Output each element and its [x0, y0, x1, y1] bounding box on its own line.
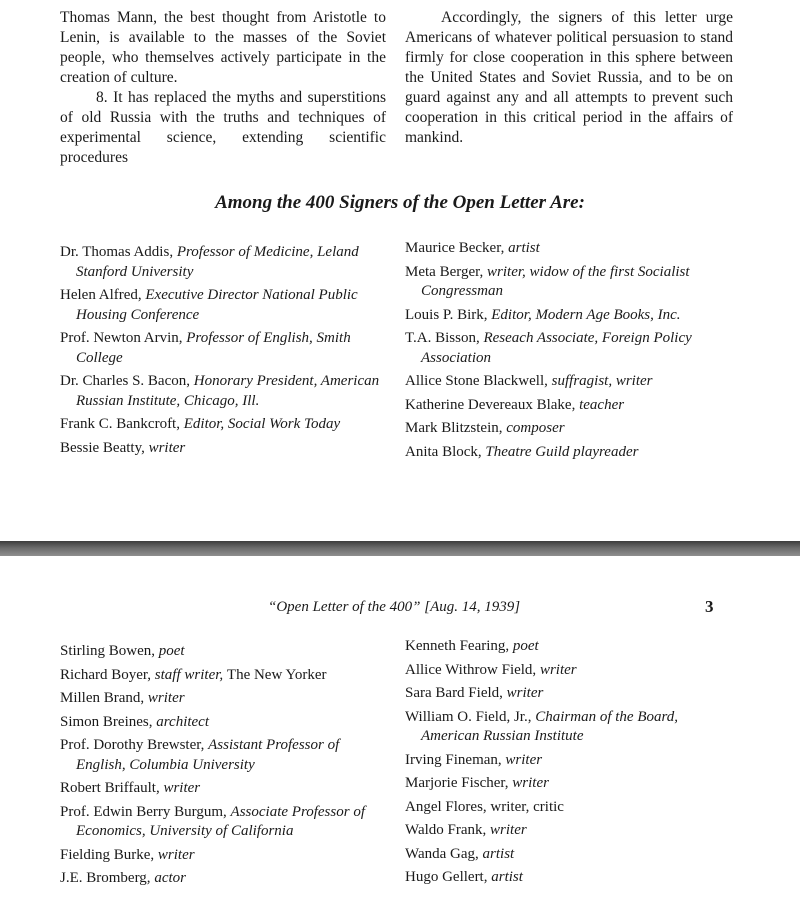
- signer-role: teacher: [579, 396, 625, 413]
- signer-role: staff writer,: [154, 666, 227, 683]
- signers-list-left: [60, 243, 380, 462]
- signer-name: Allice Stone Blackwell,: [405, 373, 552, 389]
- page-number: 3: [705, 597, 714, 616]
- signer-name: Prof. Edwin Berry Burgum,: [60, 803, 231, 820]
- running-head: “Open Letter of the 400” [Aug. 14, 1939]: [268, 599, 521, 615]
- signer-role: Associate Professor of Economics, University of California: [76, 803, 365, 839]
- signer-name: Angel Flores,: [405, 798, 491, 815]
- signer-role: writer: [505, 751, 543, 768]
- signer-role: architect: [156, 713, 210, 730]
- signer-entry: [405, 774, 735, 794]
- signer-entry: [405, 263, 735, 302]
- signer-suffix: The New Yorker: [226, 666, 327, 683]
- signer-name: Fielding Burke,: [60, 846, 158, 863]
- signers-list-right: [405, 239, 735, 466]
- signer-name: Helen Alfred,: [60, 287, 146, 303]
- signer-entry: [405, 329, 735, 368]
- page-divider: [0, 541, 800, 556]
- signer-entry: [405, 821, 735, 841]
- signer-entry: [60, 439, 380, 459]
- signer-name: Irving Fineman,: [405, 751, 506, 768]
- signer-name: Allice Withrow Field,: [405, 661, 540, 678]
- signer-role: artist: [482, 845, 515, 862]
- signer-name: Richard Boyer,: [60, 666, 155, 683]
- signer-name: Meta Berger,: [405, 263, 488, 280]
- signer-entry: [60, 736, 390, 775]
- signer-entry: [405, 637, 735, 657]
- signer-entry: [405, 372, 735, 392]
- signer-role: writer: [147, 690, 185, 706]
- signer-name: Prof. Newton Arvin,: [60, 330, 187, 346]
- signer-name: Hugo Gellert,: [405, 869, 492, 885]
- signer-name: Stirling Bowen,: [60, 643, 159, 659]
- signer-role: Chairman of the Board, American Russian Institute: [421, 708, 679, 744]
- signer-entry: [60, 243, 380, 282]
- signer-name: Katherine Devereaux Blake,: [405, 396, 580, 413]
- signer-role: Theatre Guild playreader: [485, 443, 639, 460]
- signer-entry: [405, 684, 735, 704]
- signer-role: Executive Director National Public Housing Conference: [76, 287, 358, 323]
- signer-entry: [60, 415, 380, 435]
- signers-heading: Among the 400 Signers of the Open Letter Are:: [215, 192, 585, 213]
- signer-entry: [60, 286, 380, 325]
- signer-entry: [405, 443, 735, 463]
- signer-name: Dr. Charles S. Bacon,: [60, 373, 194, 389]
- signer-entry: [60, 779, 390, 799]
- signer-suffix: writer, critic: [490, 798, 564, 815]
- signer-name: Dr. Thomas Addis,: [60, 244, 177, 260]
- signer-role: Editor, Social Work Today: [183, 416, 341, 432]
- right-text-column: [405, 8, 733, 148]
- signer-name: T.A. Bisson,: [405, 330, 484, 346]
- signer-role: Professor of Medicine, Leland Stanford University: [76, 244, 359, 280]
- signer-name: Kenneth Fearing,: [405, 638, 513, 654]
- signer-name: Prof. Dorothy Brewster,: [60, 737, 209, 753]
- signer-entry: [405, 396, 735, 416]
- signer-name: Millen Brand,: [60, 690, 148, 706]
- signer-role: composer: [506, 420, 565, 436]
- signer-entry: [405, 239, 735, 259]
- signer-name: Frank C. Bankcroft,: [60, 416, 184, 432]
- signer-role: writer: [157, 846, 195, 863]
- signer-name: William O. Field, Jr.,: [405, 708, 536, 725]
- paragraph-accordingly: Accordingly, the signers of this letter urge Americans of whatever political persuasion to stand firmly for close cooperation in this sphere between the United States and Soviet Russia, and to be on guard against any and all attempts to prevent such cooperation in this critical period in the affairs of mankind.: [405, 9, 733, 146]
- signer-role: writer, widow of the first Socialist Congressman: [421, 263, 690, 299]
- signer-role: writer: [490, 822, 527, 838]
- signer-entry: [60, 666, 390, 686]
- signer-role: suffragist, writer: [551, 373, 653, 389]
- signer-entry: [405, 798, 735, 818]
- signer-name: Waldo Frank,: [405, 822, 491, 838]
- signer-role: Editor, Modern Age Books, Inc.: [491, 306, 681, 323]
- signer-entry: [405, 868, 735, 888]
- signer-role: artist: [508, 240, 540, 256]
- left-text-column: [60, 8, 386, 168]
- signer-entry: [60, 689, 390, 709]
- signer-role: artist: [491, 869, 523, 885]
- signer-entry: [60, 803, 390, 842]
- signer-name: Marjorie Fischer,: [405, 775, 513, 791]
- signer-role: actor: [154, 870, 186, 886]
- signer-name: Mark Blitzstein,: [405, 420, 507, 436]
- signers-list-right-page3: [405, 637, 735, 892]
- signer-role: Professor of English, Smith College: [76, 330, 351, 366]
- signer-entry: [405, 845, 735, 865]
- signer-entry: [405, 306, 735, 326]
- signer-entry: [405, 661, 735, 681]
- signer-name: Bessie Beatty,: [60, 439, 149, 456]
- signer-name: Sara Bard Field,: [405, 685, 507, 701]
- signer-entry: [60, 329, 380, 368]
- paragraph-8: 8. It has replaced the myths and superstitions of old Russia with the truths and techniques of experimental science, extending scientific procedures: [60, 89, 386, 166]
- signer-role: Assistant Professor of English, Columbia University: [76, 737, 340, 773]
- signers-list-left-page3: [60, 642, 390, 893]
- signer-name: Louis P. Birk,: [405, 306, 492, 323]
- signer-role: writer: [506, 685, 544, 701]
- signer-entry: [60, 869, 390, 889]
- signer-entry: [405, 708, 735, 747]
- signer-role: writer: [163, 780, 201, 796]
- signer-entry: [60, 846, 390, 866]
- signer-name: Maurice Becker,: [405, 240, 509, 256]
- signer-entry: [405, 751, 735, 771]
- signer-entry: [405, 419, 735, 439]
- signer-role: writer: [539, 661, 577, 678]
- signer-name: Robert Briffault,: [60, 780, 164, 796]
- signer-role: poet: [158, 643, 185, 659]
- signer-entry: [60, 713, 390, 733]
- signer-role: poet: [512, 638, 539, 654]
- signer-name: Simon Breines,: [60, 713, 157, 730]
- signer-name: Anita Block,: [405, 443, 486, 460]
- paragraph-culture: Thomas Mann, the best thought from Aristotle to Lenin, is available to the masses of the Soviet people, who themselves actively participate in the creation of culture.: [60, 9, 386, 86]
- signer-role: Honorary President, American Russian Institute, Chicago, Ill.: [76, 373, 380, 409]
- signer-name: Wanda Gag,: [405, 845, 483, 862]
- signer-entry: [60, 372, 380, 411]
- signer-role: writer: [148, 439, 186, 456]
- signer-role: Reseach Associate, Foreign Policy Association: [421, 330, 692, 366]
- signer-role: writer: [512, 775, 549, 791]
- signer-name: J.E. Bromberg,: [60, 870, 155, 886]
- signer-entry: [60, 642, 390, 662]
